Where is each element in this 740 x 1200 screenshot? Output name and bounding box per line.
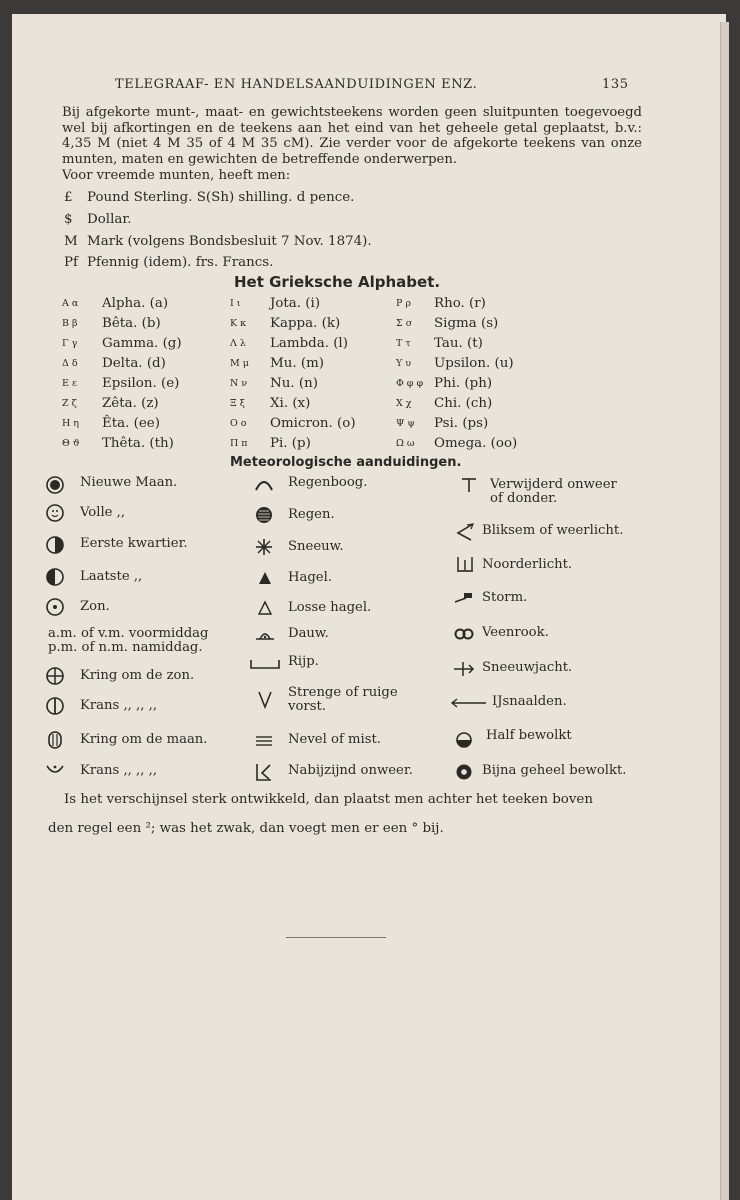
meteo-label: Bijna geheel bewolkt. xyxy=(482,763,627,778)
greek-letter: Omicron. (o) xyxy=(270,416,356,431)
sun-ring-icon xyxy=(44,665,66,687)
currency-text: Mark (volgens Bondsbesluit 7 Nov. 1874). xyxy=(87,234,372,249)
currency-symbol: £ xyxy=(64,190,73,205)
greek-symbol: Ι ι xyxy=(230,298,241,309)
greek-letter: Delta. (d) xyxy=(102,356,166,371)
storm-icon xyxy=(452,588,476,606)
full-moon-icon xyxy=(44,502,66,524)
meteo-label: Strenge of ruige vorst. xyxy=(288,685,398,714)
hail-icon xyxy=(256,569,274,587)
meteo-label: Half bewolkt xyxy=(486,728,572,743)
intro-paragraph: Bij afgekorte munt-, maat- en gewichtsteekens worden geen sluitpunten toegevoegd wel bij afkortingen en de teekens aan het eind van het geheele getal geplaatst, b.v.: 4,35 M (niet 4 M 35 of 4 M 35 cM). Zie verder voor de afgekorte teekens van onze munten, maten en gewichten de betreffende onderwerpen. xyxy=(62,105,642,167)
greek-letter: Mu. (m) xyxy=(270,356,324,371)
foreign-intro: Voor vreemde munten, heeft men: xyxy=(62,168,291,183)
blowing-snow-icon xyxy=(451,658,477,680)
meteo-label: Sneeuw. xyxy=(288,539,344,554)
meteo-label: Losse hagel. xyxy=(288,600,372,615)
dew-icon xyxy=(254,627,276,643)
meteo-label: Kring om de maan. xyxy=(80,732,208,747)
greek-letter: Thêta. (th) xyxy=(102,436,174,451)
greek-letter: Lambda. (l) xyxy=(270,336,348,351)
greek-letter: Chi. (ch) xyxy=(434,396,493,411)
currency-text: Pfennig (idem). frs. Francs. xyxy=(87,255,274,270)
meteo-label: Hagel. xyxy=(288,570,333,585)
page-number: 135 xyxy=(602,77,629,92)
meteo-label: Regenboog. xyxy=(288,475,368,490)
greek-symbol: Γ γ xyxy=(62,338,78,349)
am-pm-note: a.m. of v.m. voormiddag p.m. of n.m. namiddag. xyxy=(48,626,209,655)
currency-symbol: M xyxy=(64,234,78,249)
greek-letter: Sigma (s) xyxy=(434,316,499,331)
greek-symbol: Ο ο xyxy=(230,418,247,429)
greek-letter: Omega. (oo) xyxy=(434,436,518,451)
section-divider xyxy=(286,937,386,938)
meteo-label: Laatste ,, xyxy=(80,569,143,584)
greek-symbol: Ζ ζ xyxy=(62,398,77,409)
greek-letter: Xi. (x) xyxy=(270,396,311,411)
greek-symbol: Ε ε xyxy=(62,378,77,389)
greek-symbol: Η η xyxy=(62,418,79,429)
greek-symbol: Β β xyxy=(62,318,78,329)
rime-icon xyxy=(249,657,281,671)
meteo-label: Rijp. xyxy=(288,654,319,669)
greek-letter: Tau. (t) xyxy=(434,336,483,351)
meteo-label: Veenrook. xyxy=(482,625,549,640)
meteo-label: Dauw. xyxy=(288,626,329,641)
currency-text: Pound Sterling. S(Sh) shilling. d pence. xyxy=(87,190,355,205)
greek-symbol: Δ δ xyxy=(62,358,78,369)
greek-symbol: Υ υ xyxy=(396,358,412,369)
footnote-line-2: den regel een ²; was het zwak, dan voegt men er een ° bij. xyxy=(48,821,444,836)
greek-symbol: Ξ ξ xyxy=(230,398,245,409)
meteo-label: Krans ,, ,, ,, xyxy=(80,698,158,713)
meteo-label: Kring om de zon. xyxy=(80,668,195,683)
half-cloudy-icon xyxy=(453,729,475,751)
greek-letter: Psi. (ps) xyxy=(434,416,489,431)
greek-letter: Epsilon. (e) xyxy=(102,376,180,391)
meteo-label: Bliksem of weerlicht. xyxy=(482,523,624,538)
meteo-label: Verwijderd onweer of donder. xyxy=(490,477,617,506)
moon-ring-icon xyxy=(44,729,66,751)
greek-letter: Jota. (i) xyxy=(270,296,321,311)
rain-icon xyxy=(253,504,275,526)
greek-symbol: Θ ϑ xyxy=(62,438,80,449)
greek-letter: Bêta. (b) xyxy=(102,316,161,331)
greek-symbol: Σ σ xyxy=(396,318,413,329)
greek-symbol: Ν ν xyxy=(230,378,248,389)
lightning-icon xyxy=(453,521,477,543)
meteo-label: Krans ,, ,, ,, xyxy=(80,763,158,778)
meteo-label: Sneeuwjacht. xyxy=(482,660,573,675)
overcast-icon xyxy=(453,761,475,783)
meteo-label: Nieuwe Maan. xyxy=(80,475,178,490)
greek-letter: Gamma. (g) xyxy=(102,336,182,351)
sun-wreath-icon xyxy=(44,695,66,717)
snow-icon xyxy=(253,536,275,558)
meteo-label: Storm. xyxy=(482,590,528,605)
greek-symbol: Λ λ xyxy=(230,338,246,349)
meteo-label: Noorderlicht. xyxy=(482,557,573,572)
greek-letter: Kappa. (k) xyxy=(270,316,341,331)
hoarfrost-icon xyxy=(256,688,274,710)
meteo-label: Eerste kwartier. xyxy=(80,536,188,551)
running-header: TELEGRAAF- EN HANDELSAANDUIDINGEN ENZ. xyxy=(115,77,478,92)
greek-symbol: Ψ ψ xyxy=(396,418,415,429)
greek-symbol: Ρ ρ xyxy=(396,298,411,309)
meteo-title: Meteorologische aanduidingen. xyxy=(230,455,462,470)
greek-symbol: Ω ω xyxy=(396,438,415,449)
ice-needles-icon xyxy=(448,695,488,711)
greek-symbol: Χ χ xyxy=(396,398,412,409)
greek-letter: Rho. (r) xyxy=(434,296,486,311)
greek-letter: Zêta. (z) xyxy=(102,396,159,411)
greek-symbol: Μ μ xyxy=(230,358,249,369)
aurora-icon xyxy=(454,554,476,574)
thunder-icon xyxy=(458,476,480,494)
meteo-label: Regen. xyxy=(288,507,335,522)
meteo-label: Volle ,, xyxy=(80,505,126,520)
greek-symbol: Π π xyxy=(230,438,248,449)
moon-wreath-icon xyxy=(44,760,66,782)
last-quarter-icon xyxy=(44,566,66,588)
greek-symbol: Κ κ xyxy=(230,318,247,329)
meteo-label: Zon. xyxy=(80,599,110,614)
greek-letter: Upsilon. (u) xyxy=(434,356,514,371)
soft-hail-icon xyxy=(256,599,274,617)
page-edge xyxy=(720,22,729,1200)
sun-icon xyxy=(44,596,66,618)
near-thunderstorm-icon xyxy=(253,761,275,783)
meteo-label: Nabijzijnd onweer. xyxy=(288,763,413,778)
greek-letter: Êta. (ee) xyxy=(102,416,160,431)
currency-symbol: Pf xyxy=(64,255,78,270)
meteo-label: IJsnaalden. xyxy=(492,694,567,709)
currency-text: Dollar. xyxy=(87,212,132,227)
greek-letter: Pi. (p) xyxy=(270,436,311,451)
first-quarter-icon xyxy=(44,534,66,556)
greek-symbol: Α α xyxy=(62,298,79,309)
greek-letter: Nu. (n) xyxy=(270,376,318,391)
greek-letter: Alpha. (a) xyxy=(102,296,169,311)
new-moon-icon xyxy=(44,474,66,496)
rainbow-icon xyxy=(252,474,276,494)
meteo-label: Nevel of mist. xyxy=(288,732,382,747)
greek-symbol: Φ φ φ xyxy=(396,378,424,389)
mist-icon xyxy=(253,734,275,748)
greek-letter: Phi. (ph) xyxy=(434,376,493,391)
greek-title: Het Grieksche Alphabet. xyxy=(234,273,441,291)
greek-symbol: Τ τ xyxy=(396,338,411,349)
currency-symbol: $ xyxy=(64,212,73,227)
peat-smoke-icon xyxy=(452,626,476,642)
footnote-line-1: Is het verschijnsel sterk ontwikkeld, dan plaatst men achter het teeken boven xyxy=(64,792,593,807)
